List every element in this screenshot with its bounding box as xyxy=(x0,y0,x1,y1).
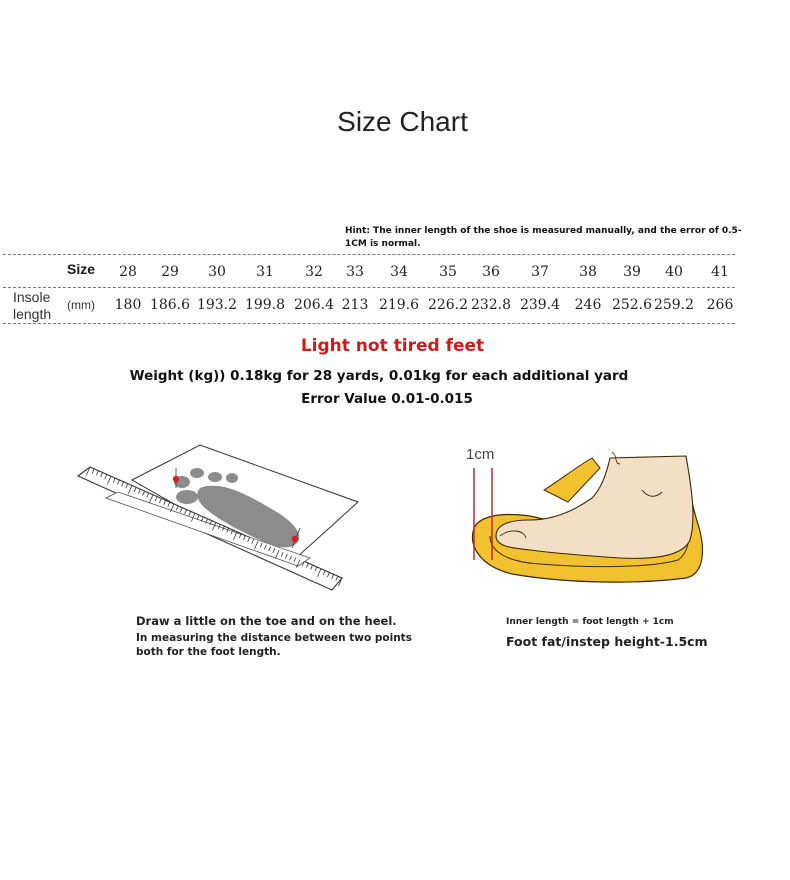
heel-marker-icon xyxy=(292,536,298,542)
length-cell: 206.4 xyxy=(293,297,335,313)
length-cell: 239.4 xyxy=(519,297,561,313)
size-cell: 37 xyxy=(531,264,549,280)
length-cell: 246 xyxy=(574,297,602,313)
length-cell: 252.6 xyxy=(611,297,653,313)
length-cell: 180 xyxy=(114,297,142,313)
size-cell: 28 xyxy=(119,264,137,280)
left-caption-line1: Draw a little on the toe and on the heel. xyxy=(136,614,397,628)
size-cell: 36 xyxy=(482,264,500,280)
length-cell: 193.2 xyxy=(196,297,238,313)
size-cell: 39 xyxy=(623,264,641,280)
size-cell: 34 xyxy=(390,264,408,280)
inner-length-caption: Inner length = foot length + 1cm xyxy=(506,617,674,627)
size-row-label: Size xyxy=(67,261,96,277)
length-cell: 226.2 xyxy=(427,297,469,313)
length-cell: 199.8 xyxy=(244,297,286,313)
size-cell: 35 xyxy=(439,264,457,280)
length-cell: 259.2 xyxy=(653,297,695,313)
size-cell: 40 xyxy=(665,264,683,280)
size-cell: 32 xyxy=(305,264,323,280)
size-cell: 30 xyxy=(208,264,226,280)
error-value: Error Value 0.01-0.015 xyxy=(301,391,473,407)
length-cell: 266 xyxy=(706,297,734,313)
table-bottom-divider xyxy=(3,323,735,324)
table-top-divider xyxy=(3,254,735,255)
left-caption-line3: both for the foot length. xyxy=(136,646,281,658)
toe-marker-icon xyxy=(173,476,179,482)
hint-text: Hint: The inner length of the shoe is measured manually, and the error of 0.5-1CM is normal. xyxy=(345,226,742,249)
size-cell: 33 xyxy=(346,264,364,280)
size-cell: 41 xyxy=(711,264,729,280)
instep-caption: Foot fat/instep height-1.5cm xyxy=(506,634,708,649)
foot-in-shoe-illustration xyxy=(460,450,710,590)
insole-row-label: Insole length xyxy=(13,289,52,322)
weight-info: Weight (kg)) 0.18kg for 28 yards, 0.01kg for each additional yard xyxy=(129,368,629,384)
left-caption-line2: In measuring the distance between two points xyxy=(136,632,412,644)
promo-headline: Light not tired feet xyxy=(300,336,485,356)
page-title: Size Chart xyxy=(337,106,468,137)
size-cell: 29 xyxy=(161,264,179,280)
table-middle-divider xyxy=(3,287,735,288)
length-cell: 232.8 xyxy=(470,297,512,313)
length-cell: 219.6 xyxy=(378,297,420,313)
foot-on-ruler-illustration xyxy=(70,440,370,600)
size-cell: 38 xyxy=(579,264,597,280)
measurement-label: 1cm xyxy=(466,446,495,463)
size-cell: 31 xyxy=(256,264,274,280)
unit-label: (mm) xyxy=(67,298,95,312)
length-cell: 186.6 xyxy=(149,297,191,313)
length-cell: 213 xyxy=(341,297,369,313)
